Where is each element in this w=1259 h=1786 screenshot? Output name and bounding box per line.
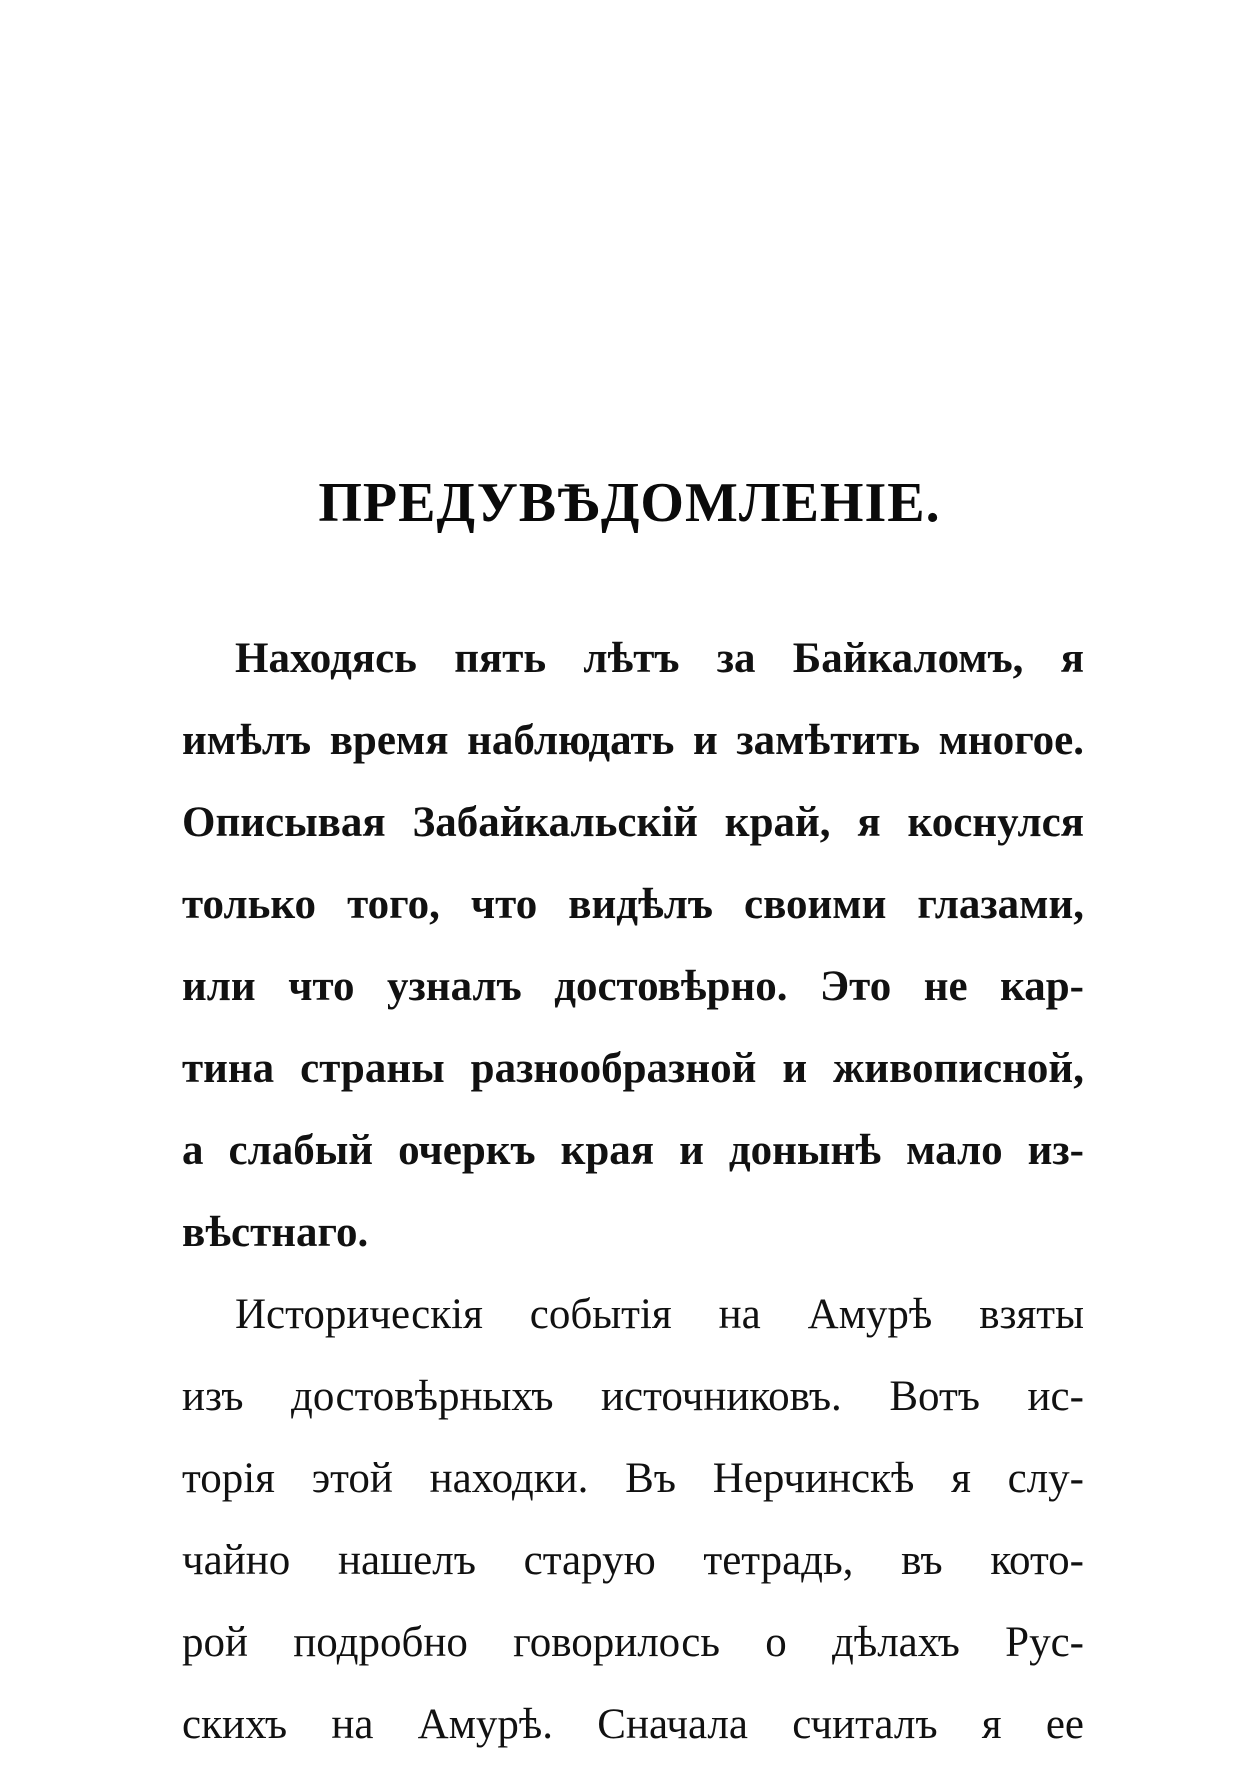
word: кар- [1000, 963, 1084, 1010]
word: живописной, [833, 1045, 1084, 1092]
word: Описывая [182, 799, 386, 846]
word: Рус- [1005, 1619, 1084, 1666]
word: находки. [429, 1455, 589, 1502]
word: чайно [182, 1537, 291, 1584]
word: слу- [1007, 1455, 1084, 1502]
word: разнообразной [470, 1045, 757, 1092]
word: и [679, 1127, 704, 1174]
word: источниковъ. [601, 1373, 842, 1420]
word: Историческія [235, 1291, 483, 1338]
word: края [560, 1127, 655, 1174]
word: время [329, 717, 449, 764]
word: из- [1027, 1127, 1084, 1174]
word: о [765, 1619, 787, 1666]
word: мало [906, 1127, 1003, 1174]
word: Сначала [597, 1701, 748, 1748]
word: лѣтъ [583, 635, 680, 682]
word: достовѣрныхъ [291, 1373, 554, 1420]
word: тина [182, 1045, 275, 1092]
word: на [331, 1701, 374, 1748]
text-line [182, 1602, 1084, 1684]
word: взяты [979, 1291, 1084, 1338]
word: за [716, 635, 756, 682]
word: видѣлъ [568, 881, 713, 928]
word: и [782, 1045, 808, 1092]
word: я [981, 1701, 1002, 1748]
text-line [182, 1110, 1084, 1192]
text-line [182, 1028, 1084, 1110]
word: изъ [182, 1373, 244, 1420]
word: Амурѣ. [417, 1701, 554, 1748]
word: ее [1045, 1701, 1084, 1748]
word: того, [347, 881, 440, 928]
word: на [718, 1291, 761, 1338]
word: что [470, 881, 538, 928]
word: Находясь [235, 635, 417, 682]
word: глазами, [917, 881, 1084, 928]
word: страны [300, 1045, 445, 1092]
word: я [857, 799, 881, 846]
text-line [182, 1684, 1084, 1766]
word: многое. [938, 717, 1084, 764]
word: Вотъ [889, 1373, 980, 1420]
word: Нерчинскѣ [712, 1455, 915, 1502]
word: событія [529, 1291, 672, 1338]
word: рой [182, 1619, 249, 1666]
text-line [182, 864, 1084, 946]
paragraph [182, 1274, 1084, 1766]
word: что [288, 963, 355, 1010]
word: тетрадь, [703, 1537, 854, 1584]
text-line [182, 1274, 1084, 1356]
text-line [182, 1520, 1084, 1602]
word: а [182, 1127, 204, 1174]
page-heading: ПРЕДУВѢДОМЛЕНІЕ. [318, 472, 941, 534]
word: достовѣрно. [554, 963, 788, 1010]
word: скихъ [182, 1701, 288, 1748]
word: очеркъ [398, 1127, 536, 1174]
word: нашелъ [337, 1537, 476, 1584]
body-text [182, 618, 1084, 1766]
word: Забайкальскій [412, 799, 698, 846]
word: донынѣ [728, 1127, 882, 1174]
text-line [182, 1356, 1084, 1438]
word: или [182, 963, 256, 1010]
word: кото- [990, 1537, 1084, 1584]
word: Амурѣ [807, 1291, 933, 1338]
text-line [182, 618, 1084, 700]
word: имѣлъ [182, 717, 312, 764]
paragraph [182, 618, 1084, 1274]
word: ис- [1027, 1373, 1084, 1420]
word: слабый [228, 1127, 374, 1174]
word: наблюдать [467, 717, 675, 764]
word: узналъ [387, 963, 522, 1010]
word: я [1060, 635, 1084, 682]
word: своими [744, 881, 887, 928]
word: торія [182, 1455, 275, 1502]
word: пять [454, 635, 547, 682]
word: Байкаломъ, [792, 635, 1024, 682]
word: вѣстнаго. [182, 1209, 369, 1256]
word: считалъ [792, 1701, 938, 1748]
word: говорилось [513, 1619, 720, 1666]
text-line [182, 700, 1084, 782]
word: подробно [293, 1619, 468, 1666]
word: Въ [625, 1455, 677, 1502]
text-line [182, 782, 1084, 864]
word: не [923, 963, 968, 1010]
word: дѣлахъ [832, 1619, 960, 1666]
word: Это [820, 963, 892, 1010]
word: край, [724, 799, 831, 846]
word: только [182, 881, 317, 928]
word: коснулся [907, 799, 1084, 846]
word: старую [523, 1537, 656, 1584]
text-line [182, 1192, 1084, 1274]
word: замѣтить [736, 717, 921, 764]
word: этой [311, 1455, 393, 1502]
word: я [951, 1455, 971, 1502]
text-line [182, 1438, 1084, 1520]
text-line [182, 946, 1084, 1028]
word: въ [901, 1537, 943, 1584]
word: и [692, 717, 718, 764]
